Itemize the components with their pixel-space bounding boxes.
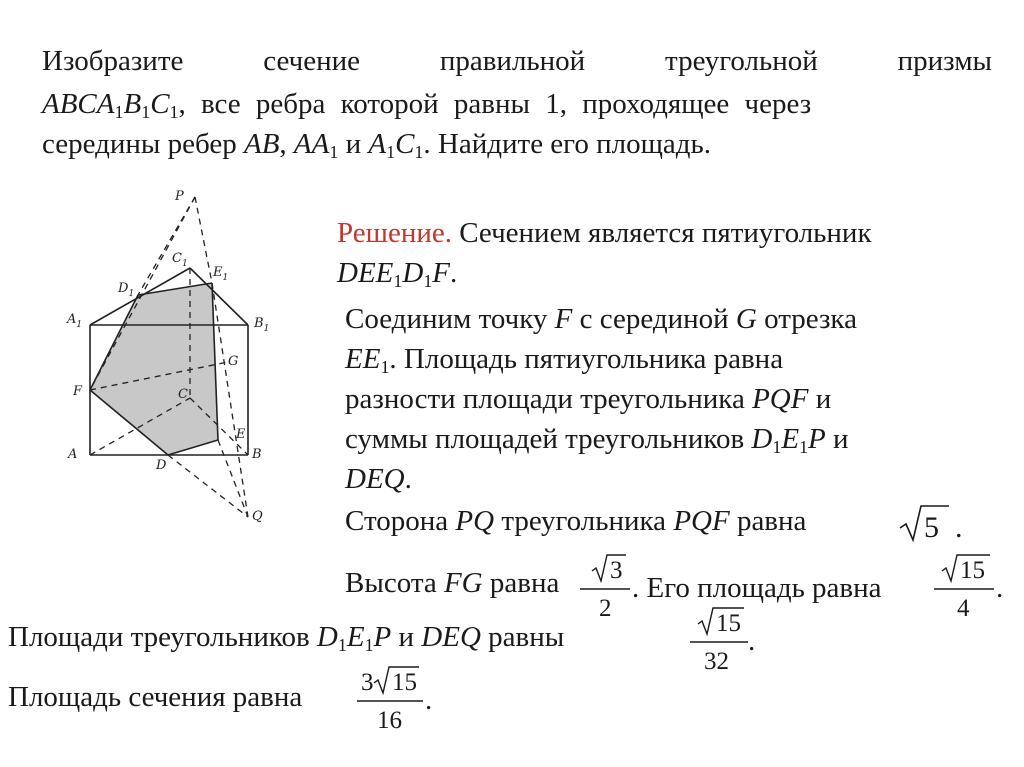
word: правильной	[439, 45, 586, 77]
label-b: B	[252, 447, 262, 462]
vertex: DEE	[337, 257, 394, 289]
solution-heading	[337, 216, 872, 250]
vertex: C	[395, 128, 415, 160]
svg-text:3: 3	[361, 669, 374, 696]
word: треугольной	[665, 45, 818, 77]
label-c: C	[178, 387, 188, 402]
edge-ab: AB	[243, 128, 280, 160]
svg-text:15: 15	[716, 610, 741, 637]
prism-name: ABCA	[42, 88, 115, 120]
punct: .	[450, 257, 458, 289]
label-g: G	[228, 354, 239, 369]
sub: 1	[141, 102, 151, 123]
sub: 1	[414, 142, 424, 163]
problem-text: , все ребра которой равны 1, проходящее через	[178, 88, 812, 120]
problem-line-3	[42, 127, 711, 161]
pentagon-name	[337, 256, 457, 290]
label-e: E	[236, 427, 246, 442]
sub: 1	[114, 102, 124, 123]
vertex: D	[402, 257, 424, 289]
svg-text:.: .	[748, 625, 756, 657]
label-p: P	[175, 189, 184, 204]
label-d1: $D_1$	[118, 281, 135, 299]
problem-text: . Найдите его площадь.	[423, 128, 712, 160]
word: призмы	[897, 45, 993, 77]
problem-text: ,	[279, 128, 294, 160]
word: сечение	[263, 45, 360, 77]
frac-3sqrt15-over-16	[355, 663, 445, 737]
vertex: B	[123, 88, 142, 120]
vertex: F	[432, 257, 451, 289]
sub: 1	[423, 271, 433, 292]
word: Изобразите	[42, 45, 184, 77]
label-c1: $C_1$	[172, 251, 188, 269]
edge-aa1: AA	[293, 128, 330, 160]
solution-line-8: Площади треугольников $D_1E_1P$ и DEQ равны	[8, 621, 565, 656]
sub: 1	[169, 102, 179, 123]
label-d: D	[156, 458, 167, 473]
edge-a1c1: A	[368, 128, 387, 160]
solution-intro: Сечением является пятиугольник	[451, 217, 872, 249]
svg-text:15: 15	[392, 669, 417, 696]
frac-sqrt15-over-32	[688, 604, 768, 678]
sub: 1	[393, 271, 403, 292]
solution-line-9: Площадь сечения равна	[8, 681, 303, 713]
solution-line-5: DEQ.	[345, 463, 412, 495]
label-a1: $A_1$	[67, 312, 83, 330]
solution-line-1: Соединим точку F с серединой G отрезка	[345, 303, 857, 335]
svg-text:5: 5	[924, 511, 939, 544]
svg-text:32: 32	[704, 648, 729, 675]
problem-line-1	[42, 44, 992, 78]
problem-text: и	[338, 128, 369, 160]
svg-text:.: .	[996, 572, 1004, 604]
svg-text:2: 2	[599, 595, 612, 622]
solution-line-6: Сторона PQ треугольника PQF равна	[345, 505, 807, 537]
sqrt5	[897, 500, 967, 546]
solution-line-4: суммы площадей треугольников $D_1E_1P$ и	[345, 423, 849, 458]
solution-line-7: Высота FG равна	[345, 567, 560, 599]
label-e1: $E_1$	[213, 265, 229, 283]
sub: 1	[386, 142, 396, 163]
sub: 1	[329, 142, 339, 163]
solution-line-3: разности площади треугольника PQF и	[345, 383, 832, 415]
svg-text:4: 4	[957, 595, 970, 622]
svg-text:16: 16	[377, 707, 402, 734]
label-f: F	[73, 384, 83, 399]
label-b1: $B_1$	[254, 316, 270, 334]
prism-figure	[60, 178, 340, 528]
vertex: C	[150, 88, 170, 120]
svg-text:3: 3	[610, 557, 623, 584]
svg-text:.: .	[425, 684, 433, 716]
svg-text:.: .	[955, 511, 963, 544]
solution-line-2: $EE_1$. Площадь пятиугольника равна	[345, 343, 784, 378]
svg-text:15: 15	[960, 557, 985, 584]
label-q: Q	[252, 509, 263, 524]
problem-text: середины ребер	[42, 128, 244, 160]
svg-text:. Его площадь равна: . Его площадь равна	[632, 572, 882, 604]
solution-label: Решение.	[337, 217, 452, 249]
label-a: A	[68, 447, 78, 462]
problem-line-2	[42, 87, 992, 121]
section-pentagon	[90, 283, 218, 455]
frac-sqrt15-over-4	[932, 551, 1012, 625]
